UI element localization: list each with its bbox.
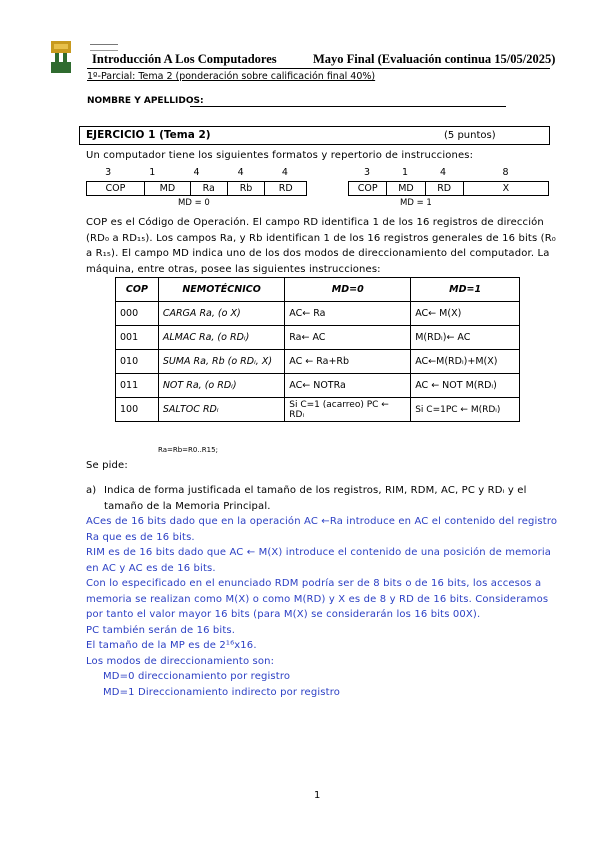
column-header: NEMOTÉCNICO — [158, 278, 284, 302]
answer-line: Ra que es de 16 bits. — [86, 531, 195, 543]
md1-cell: M(RDᵢ)← AC — [411, 326, 520, 350]
bit-count: 3 — [105, 166, 112, 178]
description-line: a R₁₅). El campo MD indica uno de los dos modos de direccionamiento del computador. La — [86, 248, 550, 259]
bit-count: 8 — [502, 166, 509, 178]
cop-cell: 100 — [116, 398, 159, 422]
format-md1-caption: MD = 1 — [400, 198, 432, 208]
answer-line: MD=1 Direccionamiento indirecto por registro — [103, 686, 341, 698]
bit-count: 4 — [237, 166, 244, 178]
table-header-row — [116, 278, 520, 302]
description-line: (RD₀ a RD₁₅). Los campos Ra, y Rb identifican 1 de los 16 registros generales de 16 bits (R₀ — [86, 232, 556, 244]
answer-block — [86, 514, 558, 700]
bit-count: 3 — [363, 166, 371, 178]
question-line: tamaño de la Memoria Principal. — [104, 500, 271, 512]
logo-wordmark — [90, 44, 118, 51]
format-md0-caption: MD = 0 — [178, 198, 210, 208]
answer-line: memoria se realizan como M(X) o como M(RD) y X es de 8 y RD de 16 bits. Consideramos — [86, 593, 549, 605]
cop-cell: 010 — [116, 350, 159, 374]
course-title: Introducción A Los Computadores — [92, 52, 277, 66]
md0-cell: AC← Ra — [285, 302, 411, 326]
md0-cell: AC ← Ra+Rb — [285, 350, 411, 374]
cop-cell: 011 — [116, 374, 159, 398]
exercise-title: EJERCICIO 1 (Tema 2) — [86, 129, 211, 141]
table-row — [116, 374, 520, 398]
field-rb: Rb — [227, 182, 265, 196]
bit-count: 1 — [149, 166, 156, 178]
table-row — [116, 398, 520, 422]
field-rd: RD — [425, 182, 463, 196]
answer-line: en AC y AC es de 16 bits. — [86, 562, 216, 574]
field-ra: Ra — [190, 182, 227, 196]
page-number: 1 — [314, 790, 321, 801]
md1-cell: AC← M(X) — [411, 302, 520, 326]
university-logo — [50, 40, 72, 74]
mnemonic-cell: CARGA Ra, (o X) — [158, 302, 284, 326]
description-line: máquina, entre otras, posee las siguientes instrucciones: — [86, 263, 381, 275]
logo-emblem-icon — [50, 40, 72, 74]
md0-cell: AC← NOTRa — [285, 374, 411, 398]
description-line: COP es el Código de Operación. El campo RD identifica 1 de los 16 registros de dirección — [86, 217, 544, 228]
header-rule — [87, 68, 550, 69]
cop-cell: 001 — [116, 326, 159, 350]
answer-line: MD=0 direccionamiento por registro — [103, 671, 291, 682]
instruction-table — [115, 277, 520, 422]
mnemonic-cell: ALMAC Ra, (o RDᵢ) — [158, 326, 284, 350]
bit-count: 4 — [193, 166, 200, 178]
mnemonic-cell: SALTOC RDᵢ — [158, 398, 284, 422]
bit-count: 4 — [439, 166, 447, 178]
md1-cell: AC←M(RDᵢ)+M(X) — [411, 350, 520, 374]
se-pide-label: Se pide: — [86, 460, 128, 471]
answer-line: PC también serán de 16 bits. — [86, 624, 236, 636]
answer-line: por tanto el valor mayor 16 bits (para M(X) se considerarán los 16 bits 00X). — [86, 609, 481, 620]
answer-line: Con lo especificado en el enunciado RDM podría ser de 8 bits o de 16 bits, los accesos a — [86, 578, 542, 589]
column-header: COP — [116, 278, 159, 302]
question-line: Indica de forma justificada el tamaño de los registros, RIM, RDM, AC, PC y RDᵢ y el — [104, 485, 527, 496]
column-header: MD=0 — [285, 278, 411, 302]
answer-line: RIM es de 16 bits dado que AC ← M(X) introduce el contenido de una posición de memoria — [86, 547, 552, 558]
field-rd: RD — [265, 182, 307, 196]
description-paragraph — [86, 215, 556, 277]
answer-line: El tamaño de la MP es de 2¹⁶x16. — [86, 640, 257, 651]
field-md: MD — [387, 182, 425, 196]
table-row — [116, 302, 520, 326]
cop-cell: 000 — [116, 302, 159, 326]
md0-cell: Ra← AC — [285, 326, 411, 350]
exam-subtitle: 1º-Parcial: Tema 2 (ponderación sobre calificación final 40%) — [87, 71, 376, 82]
bit-count: 4 — [281, 166, 288, 178]
md0-cell: Si C=1 (acarreo) PC ← RDᵢ — [285, 398, 411, 422]
exercise-points: (5 puntos) — [444, 130, 496, 141]
md1-cell: Si C=1PC ← M(RDᵢ) — [411, 398, 520, 422]
field-x: X — [463, 182, 548, 196]
column-header: MD=1 — [411, 278, 520, 302]
exercise-intro: Un computador tiene los siguientes formatos y repertorio de instrucciones: — [86, 150, 474, 161]
table-row — [116, 326, 520, 350]
bit-count: 1 — [401, 166, 409, 178]
answer-line: Los modos de direccionamiento son: — [86, 655, 275, 667]
md1-cell: AC ← NOT M(RDᵢ) — [411, 374, 520, 398]
mnemonic-cell: NOT Ra, (o RDᵢ) — [158, 374, 284, 398]
table-note: Ra=Rb=R0..R15; — [158, 446, 218, 454]
question-a-marker: a) — [86, 485, 97, 496]
format-md1-table — [348, 181, 549, 196]
format-md0-table — [86, 181, 307, 196]
question-a-text — [104, 483, 554, 514]
exam-title: Mayo Final (Evaluación continua 15/05/2025) — [313, 52, 556, 66]
name-label: NOMBRE Y APELLIDOS: — [87, 96, 204, 106]
mnemonic-cell: SUMA Ra, Rb (o RDᵢ, X) — [158, 350, 284, 374]
field-md: MD — [144, 182, 190, 196]
field-cop: COP — [349, 182, 387, 196]
name-field[interactable] — [190, 106, 506, 107]
format-md0-bits — [86, 166, 307, 178]
table-row — [116, 350, 520, 374]
answer-line: ACes de 16 bits dado que en la operación AC ←Ra introduce en AC el contenido del registro — [86, 516, 558, 527]
field-cop: COP — [87, 182, 145, 196]
format-md1-bits — [348, 166, 549, 178]
